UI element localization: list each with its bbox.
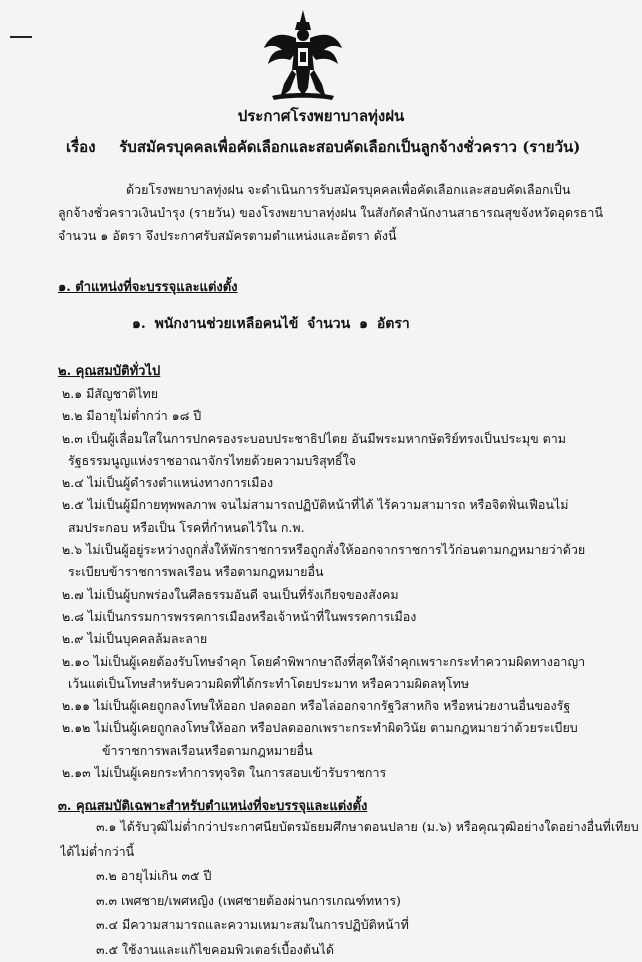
list-item-continuation: สมประกอบ หรือเป็น โรคที่กำหนดไว้ใน ก.พ. (62, 517, 638, 539)
list-item: ๓.๒ อายุไม่เกิน ๓๕ ปี (60, 864, 642, 889)
list-item-continuation: ได้ไม่ต่ำกว่านี้ (60, 840, 630, 865)
list-item: ๒.๖ ไม่เป็นผู้อยู่ระหว่างถูกสั่งให้พักราชการหรือถูกสั่งให้ออกจากราชการไว้ก่อนตามกฎหมายว่าด้วย (62, 539, 632, 561)
margin-dash-mark (10, 36, 32, 38)
specific-qualifications-list (60, 815, 642, 962)
list-item: ๓.๓ เพศชาย/เพศหญิง (เพศชายต้องผ่านการเกณฑ์ทหาร) (60, 889, 642, 914)
subject-line (66, 135, 626, 159)
list-item: ๒.๑๑ ไม่เป็นผู้เคยถูกลงโทษให้ออก ปลดออก หรือไล่ออกจากรัฐวิสาหกิจ หรือหน่วยงานอื่นของรัฐ (62, 695, 632, 717)
list-item-continuation: ระเบียบข้าราชการพลเรือน หรือตามกฎหมายอื่น (62, 561, 638, 583)
intro-paragraph (58, 178, 618, 247)
list-item: ๒.๓ เป็นผู้เลื่อมใสในการปกครองระบอบประชาธิปไตย อันมีพระมหากษัตริย์ทรงเป็นประมุข ตาม (62, 428, 632, 450)
subject-label: เรื่อง (66, 135, 114, 159)
list-item-continuation: เว้นแต่เป็นโทษสำหรับความผิดที่ได้กระทำโดยประมาท หรือความผิดลหุโทษ (62, 673, 638, 695)
garuda-emblem-icon (262, 8, 344, 102)
list-item: ๒.๔ ไม่เป็นผู้ดำรงตำแหน่งทางการเมือง (62, 472, 632, 494)
section2-heading: ๒. คุณสมบัติทั่วไป (58, 360, 160, 381)
intro-line: ด้วยโรงพยาบาลทุ่งฝน จะดำเนินการรับสมัครบุคคลเพื่อคัดเลือกและสอบคัดเลือกเป็น (58, 178, 618, 201)
list-item: ๓.๕ ใช้งานและแก้ไขคอมพิวเตอร์เบื้องต้นได้ (60, 938, 642, 962)
subject-text: รับสมัครบุคคลเพื่อคัดเลือกและสอบคัดเลือกเป็นลูกจ้างชั่วคราว (รายวัน) (119, 138, 580, 156)
list-item: ๒.๗ ไม่เป็นผู้บกพร่องในศีลธรรมอันดี จนเป็นที่รังเกียจของสังคม (62, 584, 632, 606)
list-item: ๒.๘ ไม่เป็นกรรมการพรรคการเมืองหรือเจ้าหน้าที่ในพรรคการเมือง (62, 606, 632, 628)
list-item: ๒.๑๓ ไม่เป็นผู้เคยกระทำการทุจริต ในการสอบเข้ารับราชการ (62, 762, 632, 784)
list-item: ๒.๑๒ ไม่เป็นผู้เคยถูกลงโทษให้ออก หรือปลดออกเพราะกระทำผิดวินัย ตามกฎหมายว่าด้วยระเบียบ (62, 717, 632, 739)
list-item-continuation: ข้าราชการพลเรือนหรือตามกฎหมายอื่น (62, 740, 642, 762)
section1-heading: ๑. ตำแหน่งที่จะบรรจุและแต่งตั้ง (58, 276, 238, 297)
section3-heading: ๓. คุณสมบัติเฉพาะสำหรับตำแหน่งที่จะบรรจุและแต่งตั้ง (58, 795, 367, 816)
general-qualifications-list (62, 383, 642, 784)
list-item: ๒.๕ ไม่เป็นผู้มีกายทุพพลภาพ จนไม่สามารถปฏิบัติหน้าที่ได้ ไร้ความสามารถ หรือจิตฟั่นเฟือนไม่ (62, 494, 632, 516)
list-item: ๓.๔ มีความสามารถและความเหมาะสมในการปฏิบัติหน้าที่ (60, 913, 642, 938)
intro-line: ลูกจ้างชั่วคราวเงินบำรุง (รายวัน) ของโรงพยาบาลทุ่งฝน ในสังกัดสำนักงานสาธารณสุขจังหวัดอุดรธานี (58, 201, 618, 224)
list-item: ๓.๑ ได้รับวุฒิไม่ต่ำกว่าประกาศนียบัตรมัธยมศึกษาตอนปลาย (ม.๖) หรือคุณวุฒิอย่างใดอย่างอื่นที่เทียบ (60, 815, 642, 840)
announcement-title: ประกาศโรงพยาบาลทุ่งฝน (0, 104, 642, 128)
list-item: ๒.๒ มีอายุไม่ต่ำกว่า ๑๘ ปี (62, 405, 632, 427)
list-item: ๒.๑๐ ไม่เป็นผู้เคยต้องรับโทษจำคุก โดยคำพิพากษาถึงที่สุดให้จำคุกเพราะกระทำความผิดทางอาญา (62, 651, 632, 673)
list-item-continuation: รัฐธรรมนูญแห่งราชอาณาจักรไทยด้วยความบริสุทธิ์ใจ (62, 450, 638, 472)
position-line: ๑. พนักงานช่วยเหลือคนไข้ จำนวน ๑ อัตรา (132, 313, 410, 335)
list-item: ๒.๙ ไม่เป็นบุคคลล้มละลาย (62, 628, 632, 650)
list-item: ๒.๑ มีสัญชาติไทย (62, 383, 632, 405)
intro-line: จำนวน ๑ อัตรา จึงประกาศรับสมัครตามตำแหน่งและอัตรา ดังนี้ (58, 224, 618, 247)
